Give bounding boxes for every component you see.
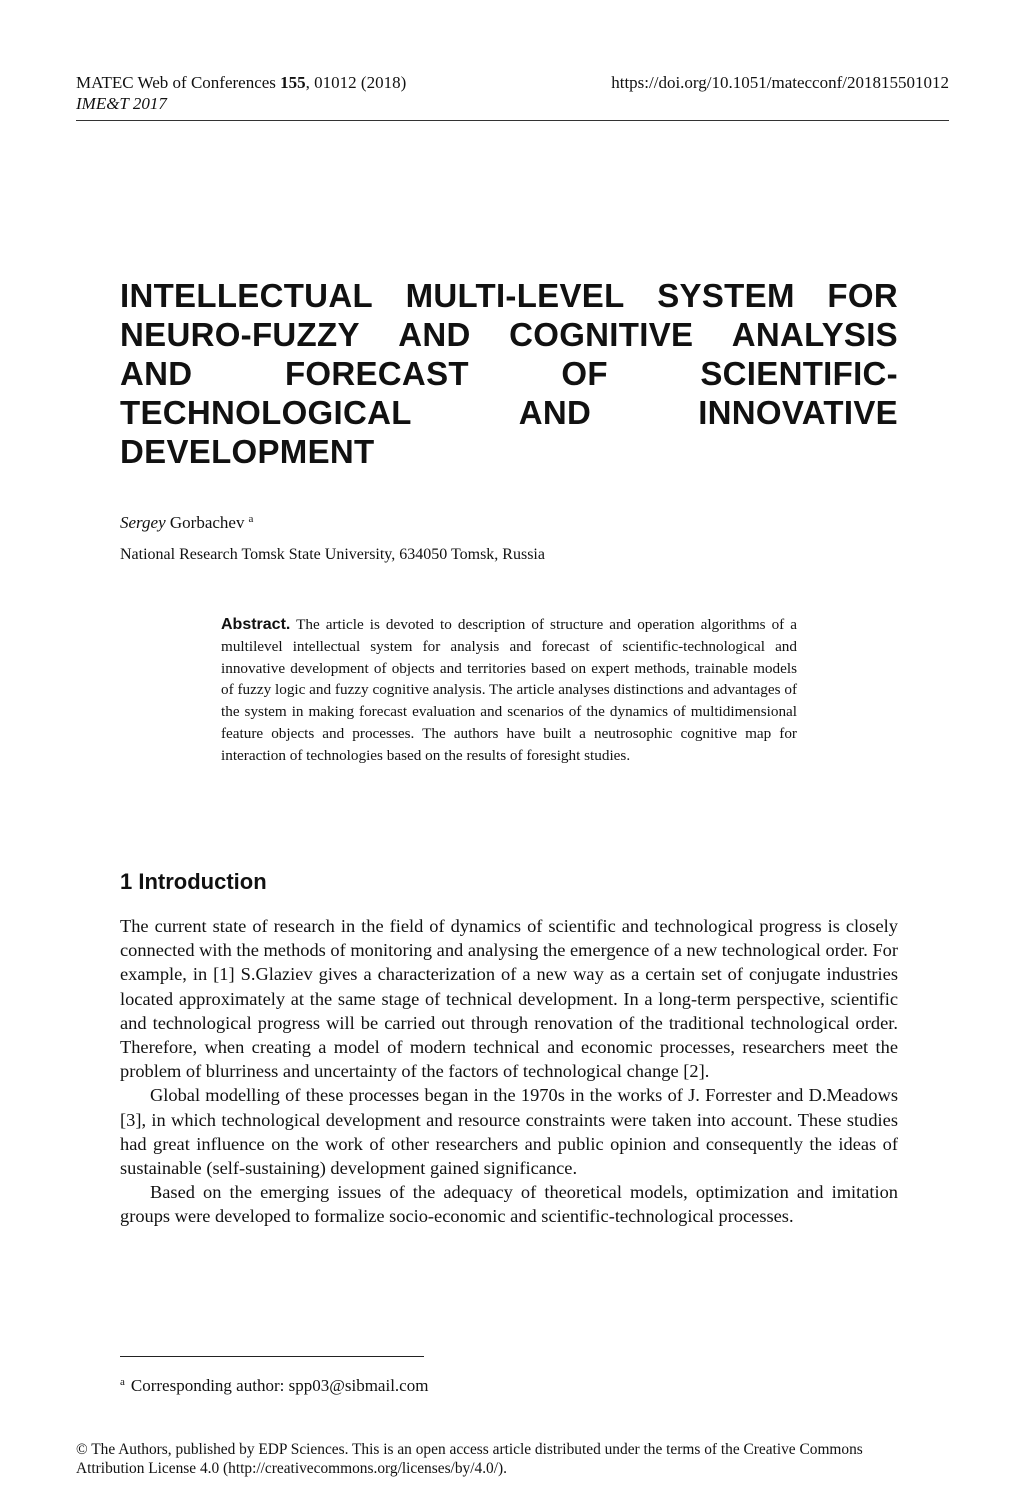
footnote-text: Corresponding author: spp03@sibmail.com: [130, 1376, 429, 1395]
title-line: [120, 432, 898, 471]
title-line: [120, 276, 898, 315]
journal-info: [76, 72, 406, 114]
title-word: OF: [561, 355, 608, 392]
affiliation: National Research Tomsk State University, 634050 Tomsk, Russia: [120, 546, 545, 563]
venue-name: MATEC Web of Conferences: [76, 73, 276, 92]
venue-line: [76, 72, 406, 93]
title-word: AND: [518, 394, 592, 431]
footnote-divider: [120, 1356, 424, 1357]
title-word: INNOVATIVE: [698, 394, 898, 431]
title-word: DEVELOPMENT: [120, 433, 375, 470]
license-line: Attribution License 4.0 (http://creativecommons.org/licenses/by/4.0/).: [76, 1460, 507, 1477]
abstract-text: The article is devoted to description of structure and operation algorithms of a multilevel intellectual system for analysis and forecast of scientific-technological and innovative development of objects and territories based on expert methods, trainable models of fuzzy logic and fuzzy cognitive analysis. The article analyses distinctions and advantages of the system in making forecast evaluation and scenarios of the dynamics of multidimensional feature objects and processes. The authors have built a neutrosophic cognitive map for interaction of technologies based on the results of foresight studies.: [221, 616, 797, 764]
title-word: FORECAST: [284, 355, 469, 392]
footnote: [120, 1371, 428, 1397]
section-heading: 1 Introduction: [120, 869, 267, 894]
abstract: [221, 614, 797, 767]
title-word: AND: [120, 355, 193, 392]
section-body: [120, 914, 898, 1229]
abstract-label: Abstract.: [221, 616, 291, 633]
license-notice: [76, 1440, 949, 1478]
title-word: ANALYSIS: [731, 316, 898, 353]
title-word: NEURO-FUZZY: [120, 316, 360, 353]
title-word: SCIENTIFIC-: [700, 355, 898, 392]
paragraph: Based on the emerging issues of the adequacy of theoretical models, optimization and imitation groups were developed to formalize socio-economic and scientific-technological processes.: [120, 1182, 898, 1227]
paper-title: [120, 276, 898, 471]
title-word: FOR: [827, 277, 898, 314]
author-given-name: Sergey: [120, 513, 166, 532]
title-word: AND: [398, 316, 471, 353]
title-line: [120, 393, 898, 432]
paragraph: The current state of research in the field of dynamics of scientific and technological progress is closely connected with the methods of monitoring and analysing the emergence of a new technological order. For example, in [1] S.Glaziev gives a characterization of a new way as a certain set of conjugate industries located approximately at the same stage of technical development. In a long-term perspective, scientific and technological progress will be carried out through renovation of the traditional technological order. Therefore, when creating a model of modern technical and economic processes, researchers meet the problem of blurriness and uncertainty of the factors of technological change [2].: [120, 916, 898, 1082]
author-footnote-mark: a: [248, 513, 254, 525]
title-line: [120, 315, 898, 354]
paragraph: Global modelling of these processes began in the 1970s in the works of J. Forrester and D.Meadows [3], in which technological development and resource constraints were taken into account. These studies had great influence on the work of other researchers and public opinion and consequently the ideas of sustainable (self-sustaining) development gained significance.: [120, 1085, 898, 1179]
title-line: [120, 354, 898, 393]
doi-link[interactable]: https://doi.org/10.1051/matecconf/201815501012: [611, 73, 949, 92]
running-header: [76, 72, 949, 121]
author-family-name: Gorbachev: [169, 513, 245, 532]
title-word: TECHNOLOGICAL: [120, 394, 412, 431]
title-word: COGNITIVE: [509, 316, 694, 353]
footnote-mark: a: [120, 1376, 125, 1388]
title-word: SYSTEM: [657, 277, 795, 314]
title-word: MULTI-LEVEL: [405, 277, 625, 314]
conference-name: IME&T 2017: [76, 94, 167, 113]
author-line: [120, 508, 253, 534]
volume-number: 155: [280, 73, 306, 92]
title-word: INTELLECTUAL: [120, 277, 373, 314]
license-line: © The Authors, published by EDP Sciences. This is an open access article distributed under the terms of the Creative Commons: [76, 1441, 863, 1458]
article-number: , 01012 (2018): [305, 73, 407, 92]
